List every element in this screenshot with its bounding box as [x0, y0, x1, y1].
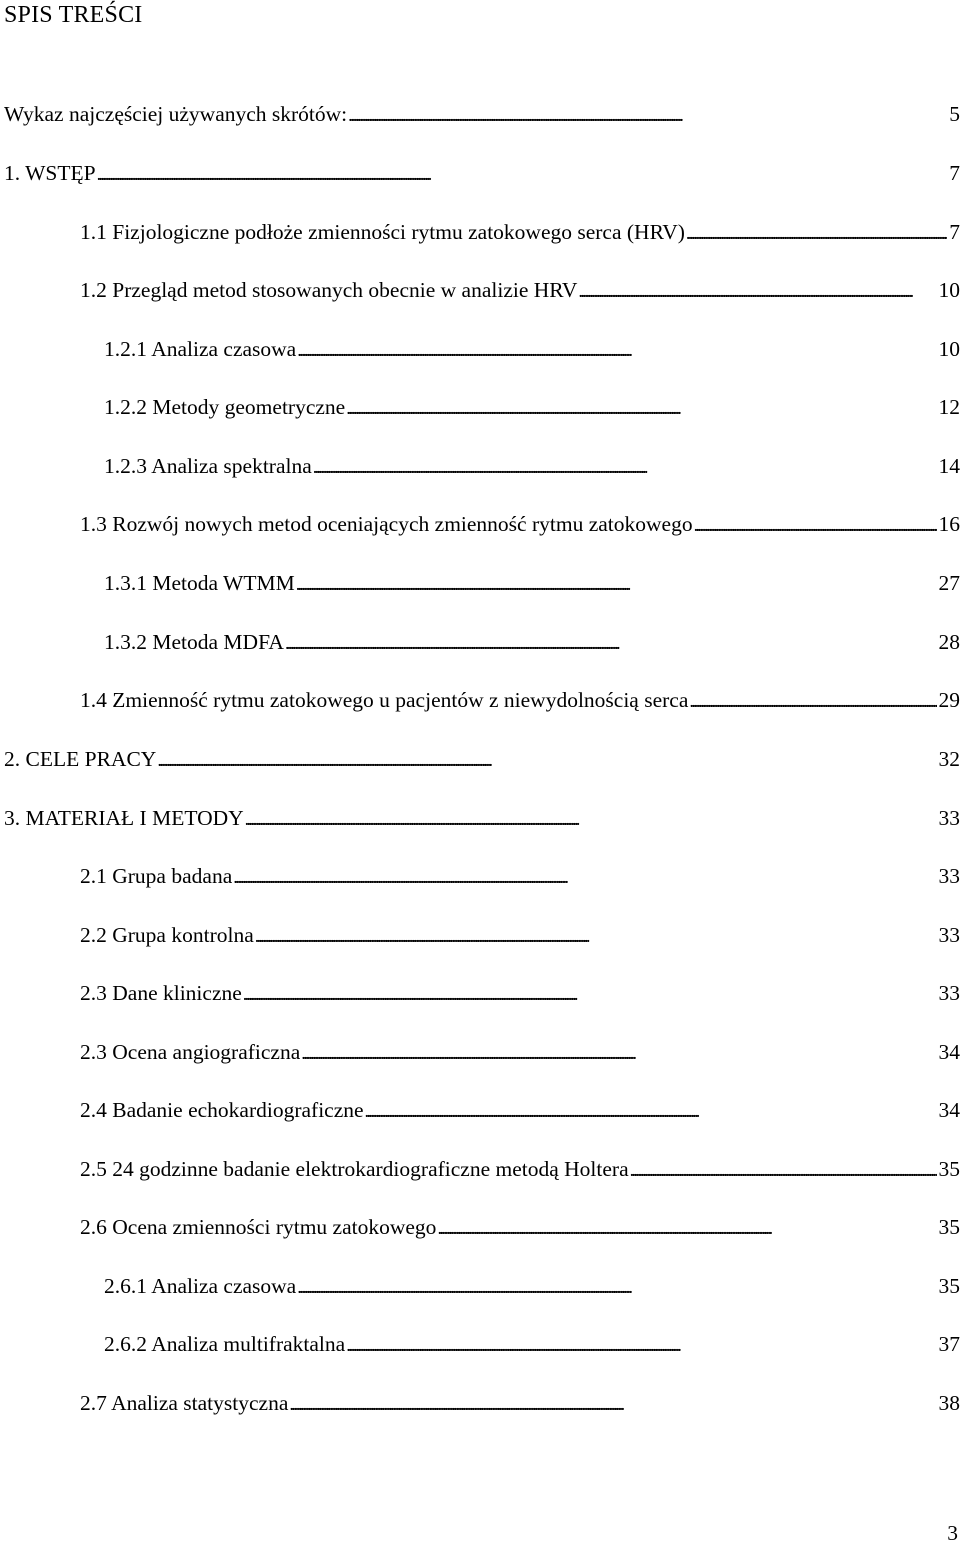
toc-entry[interactable]: [104, 1271, 960, 1301]
toc-entry-page: 33: [938, 923, 960, 947]
toc-dot-leader: [157, 745, 936, 775]
footer-page-number: 3: [947, 1521, 958, 1545]
toc-entry-title: 2.6 Ocena zmienności rytmu zatokowego: [80, 1215, 437, 1239]
toc-entry[interactable]: [104, 392, 960, 422]
toc-entry-title: 2.1 Grupa badana: [80, 864, 233, 888]
toc-dot-leader: [255, 921, 937, 951]
toc-entry[interactable]: [104, 334, 960, 364]
toc-entry[interactable]: [80, 217, 960, 247]
toc-entry[interactable]: [104, 568, 960, 598]
toc-entry-title: 1.2.1 Analiza czasowa: [104, 337, 297, 361]
toc-entry-page: 33: [938, 864, 960, 888]
toc-entry-title: 2.3 Ocena angiograficzna: [80, 1040, 301, 1064]
toc-entry[interactable]: [4, 744, 960, 774]
toc-entry-page: 10: [938, 337, 960, 361]
toc-entry-title: 2.6.2 Analiza multifraktalna: [104, 1332, 346, 1356]
toc-dot-leader: [348, 100, 947, 130]
toc-dot-leader: [301, 1038, 936, 1068]
toc-entry-title: 1.3.2 Metoda MDFA: [104, 630, 284, 654]
toc-dot-leader: [365, 1096, 937, 1126]
toc-entry[interactable]: [80, 685, 960, 715]
toc-dot-leader: [97, 159, 948, 189]
toc-entry-title: 2.3 Dane kliniczne: [80, 981, 242, 1005]
toc-entry-page: 29: [938, 688, 960, 712]
toc-entry-page: 33: [938, 981, 960, 1005]
toc-entry-title: 1.1 Fizjologiczne podłoże zmienności rytmu zatokowego serca (HRV): [80, 220, 685, 244]
toc-entry-page: 5: [949, 102, 960, 126]
toc-dot-leader: [630, 1155, 937, 1185]
toc-entry-title: 1.2.2 Metody geometryczne: [104, 395, 346, 419]
toc-entry[interactable]: [80, 861, 960, 891]
toc-entry-page: 7: [949, 161, 960, 185]
toc-entry-page: 10: [938, 278, 960, 302]
toc-entry-page: 16: [938, 512, 960, 536]
toc-dot-leader: [296, 569, 937, 599]
toc-entry[interactable]: [80, 978, 960, 1008]
toc-dot-leader: [313, 452, 937, 482]
toc-entry[interactable]: [80, 1095, 960, 1125]
toc-entry[interactable]: [104, 1329, 960, 1359]
toc-entry-page: 32: [938, 747, 960, 771]
toc-entry[interactable]: [80, 509, 960, 539]
toc-entry-page: 27: [938, 571, 960, 595]
toc-entry-title: 3. MATERIAŁ I METODY: [4, 806, 244, 830]
toc-entry[interactable]: [4, 803, 960, 833]
toc-entry[interactable]: [80, 1037, 960, 1067]
toc-dot-leader: [285, 628, 937, 658]
toc-entry[interactable]: [4, 158, 960, 188]
toc-dot-leader: [233, 862, 936, 892]
toc-entry[interactable]: [80, 1154, 960, 1184]
toc-entry-title: 1.4 Zmienność rytmu zatokowego u pacjentów z niewydolnością serca: [80, 688, 689, 712]
toc-entry-page: 33: [938, 806, 960, 830]
toc-entry[interactable]: [80, 1212, 960, 1242]
toc-entry-page: 34: [938, 1098, 960, 1122]
toc-dot-leader: [346, 393, 936, 423]
toc-entry-page: 34: [938, 1040, 960, 1064]
toc-entry-page: 7: [949, 220, 960, 244]
toc-entry-title: 2.6.1 Analiza czasowa: [104, 1274, 297, 1298]
toc-entry-title: 2.4 Badanie echokardiograficzne: [80, 1098, 364, 1122]
toc-entry-title: 1.3.1 Metoda WTMM: [104, 571, 295, 595]
toc-entry-title: 2. CELE PRACY: [4, 747, 157, 771]
toc-entry-page: 14: [938, 454, 960, 478]
toc-entry[interactable]: [80, 920, 960, 950]
toc-entry-title: Wykaz najczęściej używanych skrótów:: [4, 102, 348, 126]
toc-dot-leader: [689, 686, 936, 716]
toc-entry[interactable]: [80, 275, 960, 305]
toc-dot-leader: [578, 276, 936, 306]
toc-dot-leader: [437, 1213, 936, 1243]
toc-entry[interactable]: [4, 99, 960, 129]
toc-dot-leader: [297, 335, 936, 365]
toc-entry-title: 2.5 24 godzinne badanie elektrokardiograficzne metodą Holtera: [80, 1157, 629, 1181]
toc-entry-page: 38: [938, 1391, 960, 1415]
toc-dot-leader: [686, 218, 947, 248]
toc-entry[interactable]: [104, 451, 960, 481]
toc-dot-leader: [346, 1330, 936, 1360]
toc-dot-leader: [289, 1389, 936, 1419]
toc-entry-title: 2.7 Analiza statystyczna: [80, 1391, 289, 1415]
toc-entry-page: 12: [938, 395, 960, 419]
page-title: SPIS TREŚCI: [4, 2, 143, 28]
toc-dot-leader: [694, 510, 937, 540]
toc-entry-page: 35: [938, 1157, 960, 1181]
toc-entry[interactable]: [104, 627, 960, 657]
toc-entry-title: 1.2 Przegląd metod stosowanych obecnie w analizie HRV: [80, 278, 578, 302]
toc-entry-title: 1. WSTĘP: [4, 161, 96, 185]
toc-dot-leader: [297, 1272, 936, 1302]
toc-entry-page: 28: [938, 630, 960, 654]
toc-entry[interactable]: [80, 1388, 960, 1418]
toc-entry-title: 2.2 Grupa kontrolna: [80, 923, 254, 947]
toc-dot-leader: [243, 979, 937, 1009]
toc-entry-page: 35: [938, 1274, 960, 1298]
toc-dot-leader: [245, 804, 937, 834]
toc-entry-page: 37: [938, 1332, 960, 1356]
toc-entry-title: 1.2.3 Analiza spektralna: [104, 454, 312, 478]
toc-entry-page: 35: [938, 1215, 960, 1239]
toc-entry-title: 1.3 Rozwój nowych metod oceniających zmienność rytmu zatokowego: [80, 512, 693, 536]
